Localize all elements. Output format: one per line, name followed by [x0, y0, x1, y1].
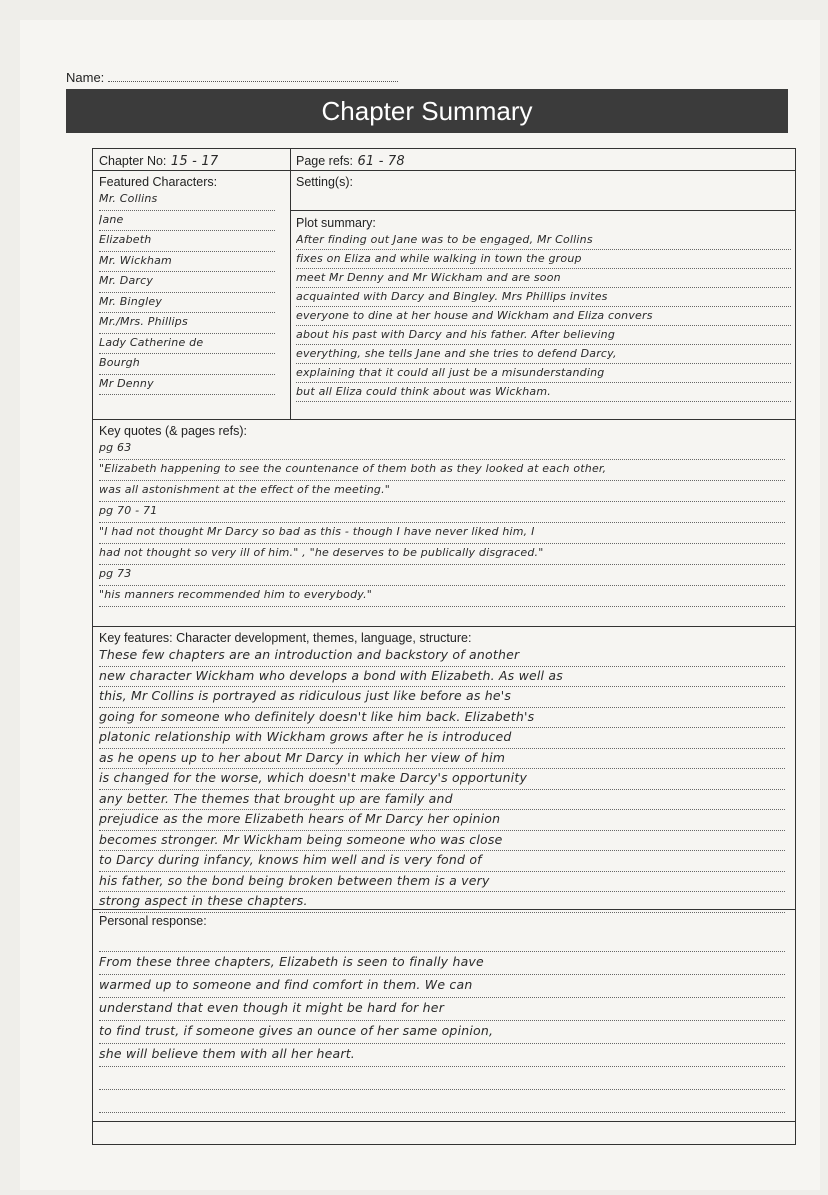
chapter-label: Chapter No:: [99, 154, 167, 168]
plot-line: everything, she tells Jane and she tries to defend Darcy,: [296, 345, 791, 364]
plot-line: After finding out Jane was to be engaged, Mr Collins: [296, 231, 791, 250]
chars-line: Mr. Bingley: [99, 293, 275, 314]
name-field: [66, 70, 398, 85]
name-label: Name:: [66, 70, 105, 85]
setting: [296, 175, 353, 190]
plot-line: everyone to dine at her house and Wickham and Eliza convers: [296, 307, 791, 326]
column-divider: [290, 149, 291, 419]
quotes-line: was all astonishment at the effect of the meeting.": [99, 481, 785, 502]
page-refs: [296, 152, 786, 170]
divider: [93, 170, 795, 171]
quotes-line: had not thought so very ill of him." , "he deserves to be publically disgraced.": [99, 544, 785, 565]
plot-line: meet Mr Denny and Mr Wickham and are soon: [296, 269, 791, 288]
features-line: prejudice as the more Elizabeth hears of Mr Darcy her opinion: [99, 810, 785, 831]
features-line: any better. The themes that brought up are family and: [99, 790, 785, 811]
personal-response: [99, 914, 785, 1113]
divider: [93, 626, 795, 627]
key-quotes: [99, 424, 785, 607]
quotes-line: pg 73: [99, 565, 785, 586]
features-line: is changed for the worse, which doesn't make Darcy's opportunity: [99, 769, 785, 790]
chars-line: Lady Catherine de: [99, 334, 275, 355]
features-line: These few chapters are an introduction and backstory of another: [99, 646, 785, 667]
plot-line: acquainted with Darcy and Bingley. Mrs Phillips invites: [296, 288, 791, 307]
response-line: to find trust, if someone gives an ounce of her same opinion,: [99, 1021, 785, 1044]
features-line: to Darcy during infancy, knows him well and is very fond of: [99, 851, 785, 872]
page-title: Chapter Summary: [66, 89, 788, 133]
chars-line: Elizabeth: [99, 231, 275, 252]
divider: [290, 210, 795, 211]
quotes-line: "his manners recommended him to everybody.": [99, 586, 785, 607]
features-line: new character Wickham who develops a bond with Elizabeth. As well as: [99, 667, 785, 688]
response-line: warmed up to someone and find comfort in them. We can: [99, 975, 785, 998]
summary-table: [92, 148, 796, 1145]
featured-characters: [99, 175, 275, 395]
chars-line: Mr Denny: [99, 375, 275, 396]
features-line: going for someone who definitely doesn't like him back. Elizabeth's: [99, 708, 785, 729]
response-line: she will believe them with all her heart.: [99, 1044, 785, 1067]
plot-line: explaining that it could all just be a misunderstanding: [296, 364, 791, 383]
quotes-line: pg 63: [99, 439, 785, 460]
response-line: [99, 929, 785, 952]
quotes-line: "Elizabeth happening to see the countenance of them both as they looked at each other,: [99, 460, 785, 481]
features-label: Key features: Character development, themes, language, structure:: [99, 631, 472, 645]
key-features: [99, 631, 785, 913]
plot-line: but all Eliza could think about was Wickham.: [296, 383, 791, 402]
chars-line: Mr./Mrs. Phillips: [99, 313, 275, 334]
features-line: platonic relationship with Wickham grows after he is introduced: [99, 728, 785, 749]
featured-label: Featured Characters:: [99, 175, 218, 189]
divider: [93, 1121, 795, 1122]
chars-line: Mr. Wickham: [99, 252, 275, 273]
chapter-value: 15 - 17: [170, 154, 219, 169]
setting-label: Setting(s):: [296, 175, 353, 189]
chars-line: Jane: [99, 211, 275, 232]
features-line: this, Mr Collins is portrayed as ridiculous just like before as he's: [99, 687, 785, 708]
plot-line: about his past with Darcy and his father. After believing: [296, 326, 791, 345]
page-refs-label: Page refs:: [296, 154, 353, 168]
response-line: From these three chapters, Elizabeth is seen to finally have: [99, 952, 785, 975]
quotes-label: Key quotes (& pages refs):: [99, 424, 247, 438]
plot-summary: [296, 216, 791, 402]
response-line: understand that even though it might be hard for her: [99, 998, 785, 1021]
response-line: [99, 1090, 785, 1113]
name-dotted-line: [108, 71, 398, 82]
plot-line: fixes on Eliza and while walking in town the group: [296, 250, 791, 269]
chapter-number: [99, 152, 289, 170]
chars-line: Bourgh: [99, 354, 275, 375]
features-line: becomes stronger. Mr Wickham being someone who was close: [99, 831, 785, 852]
features-line: as he opens up to her about Mr Darcy in which her view of him: [99, 749, 785, 770]
plot-label: Plot summary:: [296, 216, 376, 230]
divider: [93, 419, 795, 420]
quotes-line: pg 70 - 71: [99, 502, 785, 523]
chars-line: Mr. Darcy: [99, 272, 275, 293]
page-refs-value: 61 - 78: [357, 154, 405, 169]
features-line: strong aspect in these chapters.: [99, 892, 785, 913]
response-line: [99, 1067, 785, 1090]
features-line: his father, so the bond being broken between them is a very: [99, 872, 785, 893]
chars-line: Mr. Collins: [99, 190, 275, 211]
quotes-line: "I had not thought Mr Darcy so bad as this - though I have never liked him, I: [99, 523, 785, 544]
response-label: Personal response:: [99, 914, 207, 928]
